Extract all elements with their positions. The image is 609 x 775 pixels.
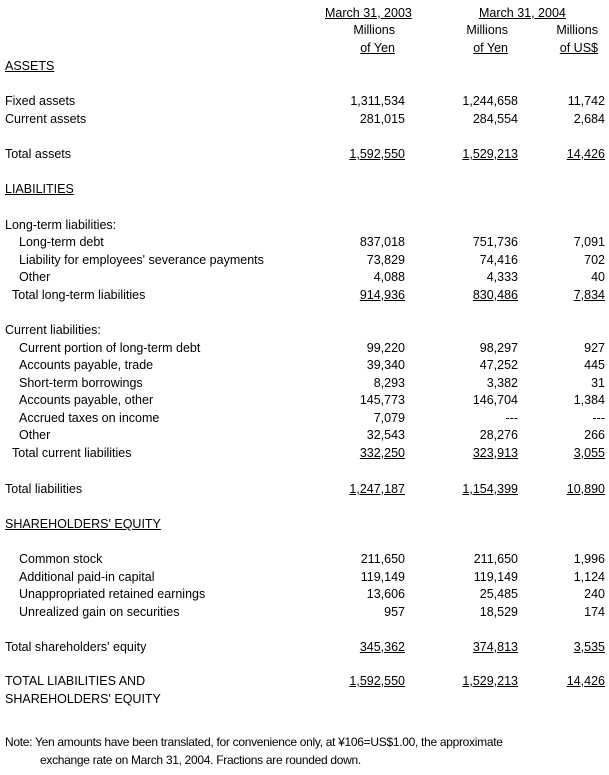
value-2004-yen: 4,333 xyxy=(486,270,518,284)
value-2003-yen: 1,311,534 xyxy=(350,94,405,108)
section-heading: LIABILITIES xyxy=(5,182,74,196)
row-label: Current portion of long-term debt xyxy=(19,341,201,355)
header-date-2004: March 31, 2004 xyxy=(479,6,566,20)
value-2004-usd: 14,426 xyxy=(566,674,605,688)
value-2004-yen: 28,276 xyxy=(479,428,518,442)
row-label: Current assets xyxy=(5,112,87,126)
value-2004-usd: 10,890 xyxy=(566,482,605,496)
value-2004-yen: 1,529,213 xyxy=(462,147,518,161)
group-heading: Current liabilities: xyxy=(5,323,101,337)
value-2004-usd: 240 xyxy=(584,587,605,601)
total-row xyxy=(0,481,609,498)
value-2004-yen: 284,554 xyxy=(472,112,518,126)
value-2003-yen: 211,650 xyxy=(360,552,405,566)
value-2003-yen: 4,088 xyxy=(373,270,405,284)
value-2004-usd: 31 xyxy=(591,376,605,390)
table-row xyxy=(0,551,609,568)
value-2004-yen: --- xyxy=(505,411,518,425)
row-label: SHAREHOLDERS' EQUITY xyxy=(5,692,161,706)
value-2004-yen: 211,650 xyxy=(473,552,518,566)
value-2004-yen: 830,486 xyxy=(472,288,518,302)
table-row xyxy=(0,269,609,286)
value-2003-yen: 957 xyxy=(384,605,405,619)
row-label: Unappropriated retained earnings xyxy=(19,587,206,601)
row-label: Total current liabilities xyxy=(12,446,132,460)
value-2003-yen: 332,250 xyxy=(359,446,405,460)
value-2003-yen: 7,079 xyxy=(373,411,405,425)
value-2004-yen: 323,913 xyxy=(472,446,518,460)
table-row xyxy=(0,569,609,586)
value-2004-yen: 751,736 xyxy=(472,235,518,249)
header-col3-line1: Millions xyxy=(556,23,598,37)
total-row xyxy=(0,673,609,690)
table-row xyxy=(0,427,609,444)
header-col1-line2: of Yen xyxy=(360,41,395,55)
value-2003-yen: 1,592,550 xyxy=(349,147,405,161)
value-2003-yen: 39,340 xyxy=(366,358,405,372)
value-2004-usd: 7,091 xyxy=(573,235,605,249)
table-row xyxy=(0,410,609,427)
value-2004-usd: 1,124 xyxy=(573,570,605,584)
value-2004-yen: 374,813 xyxy=(472,640,518,654)
row-label: Additional paid-in capital xyxy=(19,570,155,584)
value-2003-yen: 8,293 xyxy=(373,376,405,390)
value-2004-yen: 3,382 xyxy=(486,376,518,390)
footnote-line-2: exchange rate on March 31, 2004. Fractions are rounded down. xyxy=(40,753,361,767)
value-2003-yen: 1,247,187 xyxy=(349,482,405,496)
value-2004-yen: 1,529,213 xyxy=(462,674,518,688)
row-label: Accrued taxes on income xyxy=(19,411,160,425)
row-label: Common stock xyxy=(19,552,103,566)
value-2003-yen: 13,606 xyxy=(366,587,405,601)
value-2004-usd: 702 xyxy=(584,253,605,267)
value-2004-usd: 14,426 xyxy=(566,147,605,161)
table-row xyxy=(0,340,609,357)
value-2004-usd: 174 xyxy=(584,605,605,619)
value-2004-yen: 1,154,399 xyxy=(462,482,518,496)
group-heading: Long-term liabilities: xyxy=(5,218,117,232)
value-2003-yen: 837,018 xyxy=(359,235,405,249)
table-row xyxy=(0,604,609,621)
value-2004-usd: 40 xyxy=(591,270,605,284)
row-label: Total long-term liabilities xyxy=(12,288,146,302)
value-2004-yen: 18,529 xyxy=(479,605,518,619)
value-2003-yen: 345,362 xyxy=(359,640,405,654)
value-2004-usd: 7,834 xyxy=(573,288,605,302)
value-2004-usd: 2,684 xyxy=(573,112,605,126)
row-label: Other xyxy=(19,428,51,442)
value-2004-yen: 74,416 xyxy=(479,253,518,267)
total-row xyxy=(0,287,609,304)
footnote xyxy=(5,733,605,769)
table-row xyxy=(0,111,609,128)
row-label: Accounts payable, other xyxy=(19,393,154,407)
value-2003-yen: 119,149 xyxy=(360,570,405,584)
section-liabilities xyxy=(0,181,609,198)
row-label: Long-term debt xyxy=(19,235,104,249)
value-2004-yen: 25,485 xyxy=(479,587,518,601)
table-row xyxy=(0,586,609,603)
table-row xyxy=(0,375,609,392)
value-2003-yen: 281,015 xyxy=(359,112,405,126)
row-label: TOTAL LIABILITIES AND xyxy=(5,674,146,688)
row-label: Total liabilities xyxy=(5,482,83,496)
value-2003-yen: 32,543 xyxy=(366,428,405,442)
value-2004-usd: 3,055 xyxy=(573,446,605,460)
value-2004-usd: 445 xyxy=(584,358,605,372)
value-2003-yen: 914,936 xyxy=(359,288,405,302)
group-heading-row xyxy=(0,217,609,234)
table-row-continuation xyxy=(0,691,609,708)
section-assets xyxy=(0,58,609,75)
value-2004-yen: 146,704 xyxy=(472,393,518,407)
value-2004-usd: 266 xyxy=(584,428,605,442)
section-heading: SHAREHOLDERS' EQUITY xyxy=(5,517,161,531)
value-2003-yen: 99,220 xyxy=(366,341,405,355)
table-row xyxy=(0,357,609,374)
table-row xyxy=(0,93,609,110)
row-label: Liability for employees' severance payments xyxy=(19,253,264,267)
row-label: Total assets xyxy=(5,147,72,161)
value-2004-usd: 11,742 xyxy=(567,94,605,108)
row-label: Short-term borrowings xyxy=(19,376,143,390)
table-row xyxy=(0,392,609,409)
value-2004-yen: 1,244,658 xyxy=(462,94,518,108)
value-2004-usd: --- xyxy=(592,411,605,425)
footnote-line-1: Note: Yen amounts have been translated, for convenience only, at ¥106=US$1.00, the approximate xyxy=(5,735,503,749)
value-2004-usd: 1,996 xyxy=(573,552,605,566)
section-heading: ASSETS xyxy=(5,59,55,73)
group-heading-row xyxy=(0,322,609,339)
total-row xyxy=(0,639,609,656)
value-2004-usd: 3,535 xyxy=(573,640,605,654)
total-row xyxy=(0,146,609,163)
total-row xyxy=(0,445,609,462)
row-label: Unrealized gain on securities xyxy=(19,605,180,619)
header-col2-line2: of Yen xyxy=(473,41,508,55)
value-2003-yen: 145,773 xyxy=(359,393,405,407)
table-row xyxy=(0,252,609,269)
value-2003-yen: 1,592,550 xyxy=(349,674,405,688)
header-col2-line1: Millions xyxy=(466,23,508,37)
value-2003-yen: 73,829 xyxy=(366,253,405,267)
value-2004-yen: 119,149 xyxy=(473,570,518,584)
row-label: Fixed assets xyxy=(5,94,76,108)
header-col1-line1: Millions xyxy=(353,23,395,37)
row-label: Total shareholders' equity xyxy=(5,640,147,654)
header-col3-line2: of US$ xyxy=(559,41,598,55)
row-label: Accounts payable, trade xyxy=(19,358,154,372)
value-2004-yen: 47,252 xyxy=(479,358,518,372)
value-2004-usd: 1,384 xyxy=(573,393,605,407)
row-label: Other xyxy=(19,270,51,284)
section-shareholders-equity xyxy=(0,516,609,533)
value-2004-usd: 927 xyxy=(584,341,605,355)
value-2004-yen: 98,297 xyxy=(479,341,518,355)
header-date-2003: March 31, 2003 xyxy=(325,6,412,20)
table-row xyxy=(0,234,609,251)
